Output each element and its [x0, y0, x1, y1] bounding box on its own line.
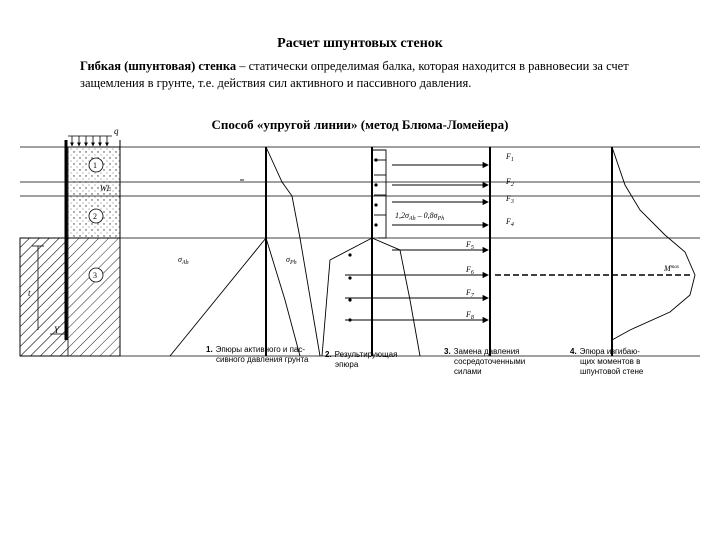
formula-sub1: Ah	[408, 216, 416, 222]
method-title: Способ «упругой линии» (метод Блюма-Ломейера)	[211, 117, 509, 132]
definition-term: Гибкая (шпунтовая) стенка	[80, 59, 237, 73]
page-title: Расчет шпунтовых стенок	[277, 36, 443, 51]
sigma-p-sub: Ph	[289, 260, 297, 266]
force-label-7: $F_7$	[466, 288, 474, 299]
force-label-6: $F_6$	[466, 265, 474, 276]
caption-3-line1: 3. Замена давления	[444, 347, 520, 356]
depth-label: t	[28, 288, 31, 298]
caption-1-line2: сивного давления грунта	[216, 355, 309, 364]
captions	[206, 345, 644, 376]
layer-boundaries	[20, 147, 700, 356]
layer-label-1: 1	[93, 161, 97, 170]
layer-label-3: 3	[93, 271, 97, 280]
caption-3-line3: силами	[454, 367, 482, 376]
moment-sup: max	[670, 265, 680, 270]
panel-2-dots	[348, 158, 377, 321]
force-label-2: $F_2$	[506, 177, 514, 188]
panel-1-pressure	[170, 147, 320, 356]
caption-4-line3: шпунтовой стене	[580, 367, 644, 376]
water-level-label: WL	[100, 184, 112, 193]
moment-label	[663, 264, 680, 273]
sigma-active	[178, 255, 189, 266]
y-label: Y	[54, 325, 60, 335]
soil-profile	[20, 126, 120, 356]
moment-symbol: M	[664, 264, 671, 273]
sigma-a-symbol: σ	[178, 255, 182, 264]
force-label-4: $F_4$	[506, 217, 514, 228]
definition-text: – статически определимая балка, которая находится в равновесии за счет защемления в грунте, т.е. действия сил активного и пассивного давления.	[80, 59, 629, 90]
caption-2-line1: 2. Результирующая	[325, 350, 398, 359]
caption-4-line2: щих моментов в	[580, 357, 641, 366]
force-label-3: $F_3$	[506, 194, 514, 205]
panel-2-resultant	[322, 147, 420, 356]
caption-3-line2: сосредоточенными	[454, 357, 526, 366]
panel-4-moment	[495, 147, 695, 356]
formula-part1: 1,2σ	[395, 211, 409, 220]
panel-3-forces	[345, 147, 490, 356]
sigma-passive	[286, 255, 297, 266]
formula-mid: – 0,8σ	[415, 211, 438, 220]
load-label: q	[114, 126, 119, 136]
formula-sub2: Ph	[437, 216, 445, 222]
caption-1-line1: 1. Эпюры активного и пас-	[206, 345, 306, 354]
sigma-a-sub: Ah	[181, 260, 189, 266]
force-label-5: $F_5$	[466, 240, 474, 251]
force-label-1: $F_1$	[506, 152, 514, 163]
sigma-p-symbol: σ	[286, 255, 290, 264]
caption-2-line2: эпюра	[335, 360, 359, 369]
formula	[395, 211, 444, 222]
layer-label-2: 2	[93, 212, 97, 221]
surcharge-load	[68, 136, 112, 146]
caption-4-line1: 4. Эпюра изгибаю-	[570, 347, 640, 356]
force-label-8: $F_8$	[466, 310, 474, 321]
